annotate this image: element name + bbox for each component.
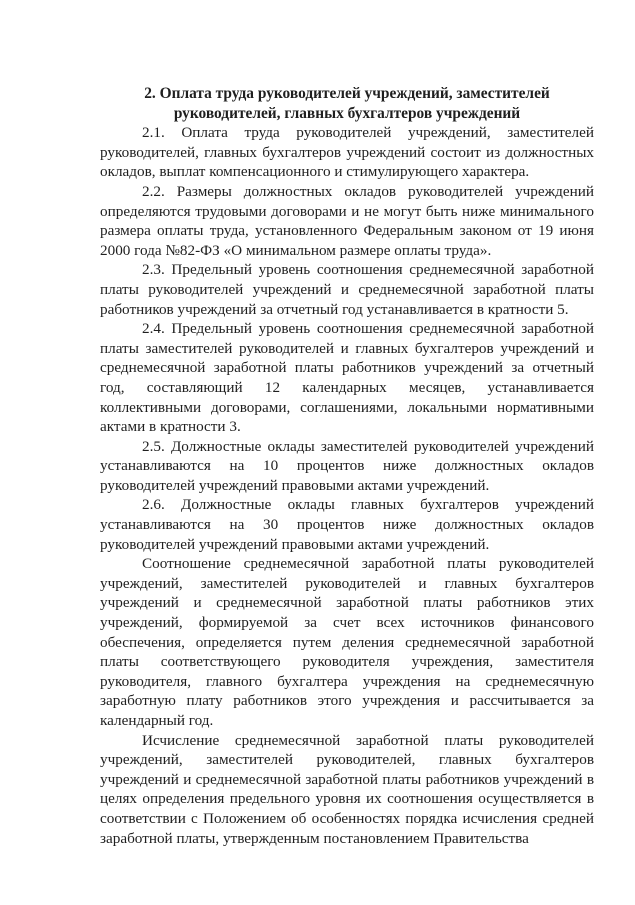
paragraph-ratio: Соотношение среднемесячной заработной платы руководителей учреждений, заместителей руководителей и главных бухгалтеров учреждений и среднемесячной заработной платы работников этих учреждений, формируемой за счет всех источников финансового обеспечения, определяется путем деления среднемесячной заработной платы соответствующего руководителя учреждения, заместителя руководителя, главного бухгалтера учреждения на среднемесячную заработную плату работников этого учреждения и рассчитывается за календарный год.	[100, 555, 594, 729]
paragraph-2-5: 2.5. Должностные оклады заместителей руководителей учреждений устанавливаются на 10 процентов ниже должностных окладов руководителей учреждений правовыми актами учреждений.	[100, 437, 594, 494]
section-title-line-2: руководителей, главных бухгалтеров учреждений	[173, 104, 521, 122]
section-title	[100, 84, 594, 123]
document-page	[100, 84, 594, 848]
section-title-line-1: 2. Оплата труда руководителей учреждений, заместителей	[144, 85, 550, 102]
paragraph-2-2: 2.2. Размеры должностных окладов руководителей учреждений определяются трудовыми договорами и не могут быть ниже минимального размера оплаты труда, установленного Федеральным законом от 19 июня 2000 года №82-ФЗ «О минимальном размере оплаты труда».	[100, 182, 594, 259]
paragraph-2-6: 2.6. Должностные оклады главных бухгалтеров учреждений устанавливаются на 30 процентов ниже должностных окладов руководителей учреждений правовыми актами учреждений.	[100, 496, 594, 553]
paragraph-2-4: 2.4. Предельный уровень соотношения среднемесячной заработной платы заместителей руководителей и главных бухгалтеров учреждений и среднемесячной заработной платы работников учреждений за отчетный год, составляющий 12 календарных месяцев, устанавливается коллективными договорами, соглашениями, локальными нормативными актами в кратности 3.	[100, 320, 594, 436]
paragraph-2-1: 2.1. Оплата труда руководителей учреждений, заместителей руководителей, главных бухгалтеров учреждений состоит из должностных окладов, выплат компенсационного и стимулирующего характера.	[100, 124, 594, 181]
paragraph-calculation: Исчисление среднемесячной заработной платы руководителей учреждений, заместителей руководителей, главных бухгалтеров учреждений и среднемесячной заработной платы работников учреждений в целях определения предельного уровня их соотношения осуществляется в соответствии с Положением об особенностях порядка исчисления средней заработной платы, утвержденным постановлением Правительства	[100, 731, 594, 847]
paragraph-2-3: 2.3. Предельный уровень соотношения среднемесячной заработной платы руководителей учреждений и среднемесячной заработной платы работников учреждений за отчетный год устанавливается в кратности 5.	[100, 261, 594, 318]
